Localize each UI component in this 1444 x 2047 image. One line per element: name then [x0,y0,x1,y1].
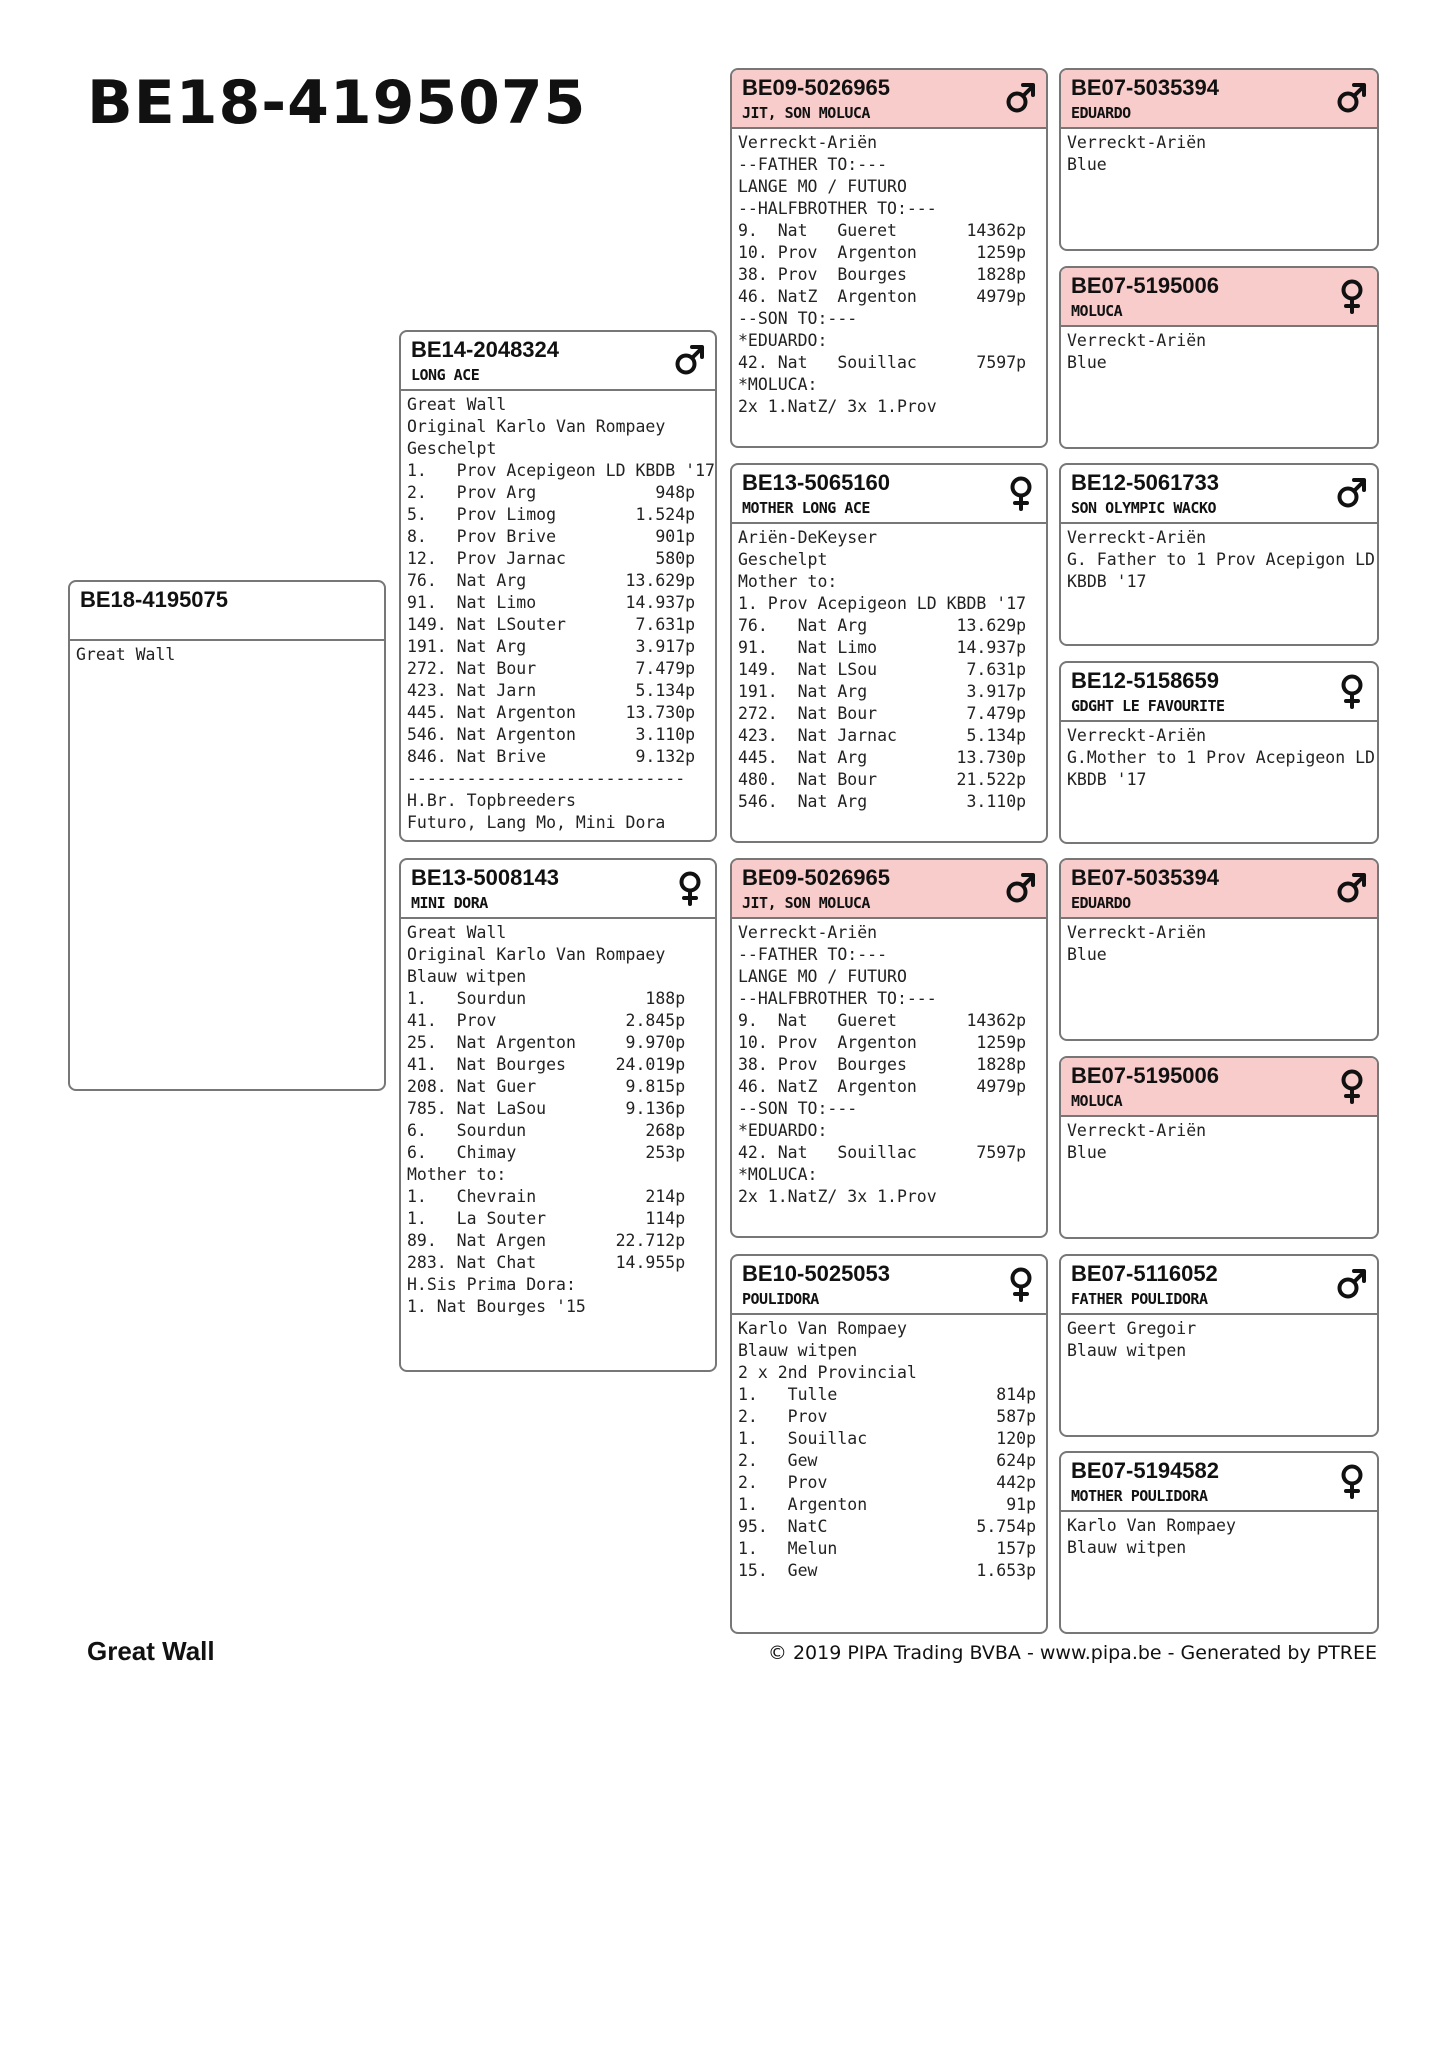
card-details: Great Wall Original Karlo Van Rompaey Geschelpt 1. Prov Acepigeon LD KBDB '17 2. Prov Arg 948p 5. Prov Limog 1.524p 8. Prov Brive 901p 12. Prov Jarnac 580p 76. Nat Arg 13.629p 91. Nat Limo 14.937p 149. Nat LSouter 7.631p 191. Nat Arg 3.917p 272. Nat Bour 7.479p 423. Nat Jarn 5.134p 445. Nat Argenton 13.730p 546. Nat Argenton 3.110p 846. Nat Brive 9.132p ---------------------------- H.Br. Topbreeders Futuro, Lang Mo, Mini Dora [407,395,715,832]
ring-number: BE18-4195075 [80,587,229,612]
pedigree-card-mother [399,858,717,1372]
male-icon [1336,1266,1368,1302]
pedigree-card-mfm [1059,1056,1379,1239]
card-details: Verreckt-Ariën Blue [1067,331,1207,372]
card-header [732,70,1046,129]
card-details: Verreckt-Ariën --FATHER TO:--- LANGE MO / FUTURO --HALFBROTHER TO:--- 9. Nat Gueret 14362p 10. Prov Argenton 1259p 38. Prov Bourges 1828p 46. NatZ Argenton 4979p --SON TO:--- *EDUARDO: 42. Nat Souillac 7597p *MOLUCA: 2x 1.NatZ/ 3x 1.Prov [738,133,1027,416]
pigeon-name: MOTHER LONG ACE [742,499,870,517]
card-header [1061,1256,1377,1315]
pedigree-card-father [399,330,717,842]
pedigree-card-ffm [1059,266,1379,449]
card-header [401,860,715,919]
male-icon [674,342,706,378]
pedigree-card-mmf [1059,1254,1379,1437]
ring-number: BE12-5061733 [1071,470,1220,495]
female-icon [1336,1463,1368,1499]
card-header [1061,1453,1377,1512]
footer-pigeon-name: Great Wall [87,1636,215,1666]
card-details: Geert Gregoir Blauw witpen [1067,1319,1197,1360]
card-details: Verreckt-Ariën --FATHER TO:--- LANGE MO / FUTURO --HALFBROTHER TO:--- 9. Nat Gueret 14362p 10. Prov Argenton 1259p 38. Prov Bourges 1828p 46. NatZ Argenton 4979p --SON TO:--- *EDUARDO: 42. Nat Souillac 7597p *MOLUCA: 2x 1.NatZ/ 3x 1.Prov [738,923,1027,1206]
ring-number: BE07-5195006 [1071,273,1220,298]
pigeon-name: JIT, SON MOLUCA [742,894,870,912]
card-details: Karlo Van Rompaey Blauw witpen [1067,1516,1236,1557]
male-icon [1336,80,1368,116]
male-icon [1005,870,1037,906]
pigeon-name: MOLUCA [1071,302,1123,320]
ring-number: BE07-5035394 [1071,75,1220,100]
card-header [732,860,1046,919]
pigeon-name: MINI DORA [411,894,488,912]
ring-number: BE10-5025053 [742,1261,891,1286]
card-header [70,582,384,641]
pedigree-card-subject [68,580,386,1091]
female-icon [674,870,706,906]
pigeon-name: GDGHT LE FAVOURITE [1071,697,1225,715]
card-header [1061,1058,1377,1117]
ring-number: BE13-5065160 [742,470,891,495]
card-header [1061,663,1377,722]
female-icon [1336,1068,1368,1104]
pigeon-name: SON OLYMPIC WACKO [1071,499,1217,517]
card-details: Ariën-DeKeyser Geschelpt Mother to: 1. Prov Acepigeon LD KBDB '17 76. Nat Arg 13.629p 91. Nat Limo 14.937p 149. Nat LSou 7.631p 191. Nat Arg 3.917p 272. Nat Bour 7.479p 423. Nat Jarnac 5.134p 445. Nat Arg 13.730p 480. Nat Bour 21.522p 546. Nat Arg 3.110p [738,528,1027,811]
pigeon-name: LONG ACE [411,366,480,384]
pigeon-name: MOTHER POULIDORA [1071,1487,1208,1505]
pigeon-name: EDUARDO [1071,894,1131,912]
pigeon-name: MOLUCA [1071,1092,1123,1110]
pedigree-card-paternal-grandfather [730,68,1048,448]
pigeon-name: FATHER POULIDORA [1071,1290,1208,1308]
ring-number: BE09-5026965 [742,865,891,890]
male-icon [1005,80,1037,116]
ring-number: BE09-5026965 [742,75,891,100]
pigeon-name: EDUARDO [1071,104,1131,122]
pedigree-card-mff [1059,858,1379,1041]
card-details: Verreckt-Ariën Blue [1067,923,1207,964]
ring-number: BE14-2048324 [411,337,560,362]
card-header [1061,268,1377,327]
pedigree-card-mmm [1059,1451,1379,1634]
ring-number: BE07-5035394 [1071,865,1220,890]
page-title: BE18-4195075 [87,68,587,138]
pigeon-name: JIT, SON MOLUCA [742,104,870,122]
card-header [1061,70,1377,129]
card-details: Karlo Van Rompaey Blauw witpen 2 x 2nd Provincial 1. Tulle 814p 2. Prov 587p 1. Souillac 120p 2. Gew 624p 2. Prov 442p 1. Argenton 91p 95. NatC 5.754p 1. Melun 157p 15. Gew 1.653p [738,1319,1037,1580]
card-details: Great Wall [76,645,176,664]
pedigree-card-maternal-grandmother [730,1254,1048,1634]
card-details: Verreckt-Ariën Blue [1067,1121,1207,1162]
ring-number: BE07-5195006 [1071,1063,1220,1088]
card-details: Verreckt-Ariën G.Mother to 1 Prov Acepigeon LD KBDB '17 [1067,726,1375,789]
male-icon [1336,475,1368,511]
card-header [732,465,1046,524]
pedigree-card-fmm [1059,661,1379,844]
female-icon [1336,278,1368,314]
pedigree-card-fff [1059,68,1379,251]
card-header [401,332,715,391]
male-icon [1336,870,1368,906]
card-header [732,1256,1046,1315]
pedigree-card-fmf [1059,463,1379,646]
card-details: Verreckt-Ariën Blue [1067,133,1207,174]
pedigree-card-paternal-grandmother [730,463,1048,843]
ring-number: BE07-5194582 [1071,1458,1220,1483]
pigeon-name: POULIDORA [742,1290,819,1308]
card-header [1061,465,1377,524]
ring-number: BE12-5158659 [1071,668,1220,693]
female-icon [1005,1266,1037,1302]
ring-number: BE13-5008143 [411,865,560,890]
card-details: Verreckt-Ariën G. Father to 1 Prov Acepigon LD KBDB '17 [1067,528,1375,591]
pedigree-card-maternal-grandfather [730,858,1048,1238]
card-header [1061,860,1377,919]
card-details: Great Wall Original Karlo Van Rompaey Blauw witpen 1. Sourdun 188p 41. Prov 2.845p 25. Nat Argenton 9.970p 41. Nat Bourges 24.019p 208. Nat Guer 9.815p 785. Nat LaSou 9.136p 6. Sourdun 268p 6. Chimay 253p Mother to: 1. Chevrain 214p 1. La Souter 114p 89. Nat Argen 22.712p 283. Nat Chat 14.955p H.Sis Prima Dora: 1. Nat Bourges '15 [407,923,686,1316]
ring-number: BE07-5116052 [1071,1261,1218,1286]
copyright-text: © 2019 PIPA Trading BVBA - www.pipa.be - Generated by PTREE [767,1642,1377,1664]
female-icon [1336,673,1368,709]
female-icon [1005,475,1037,511]
